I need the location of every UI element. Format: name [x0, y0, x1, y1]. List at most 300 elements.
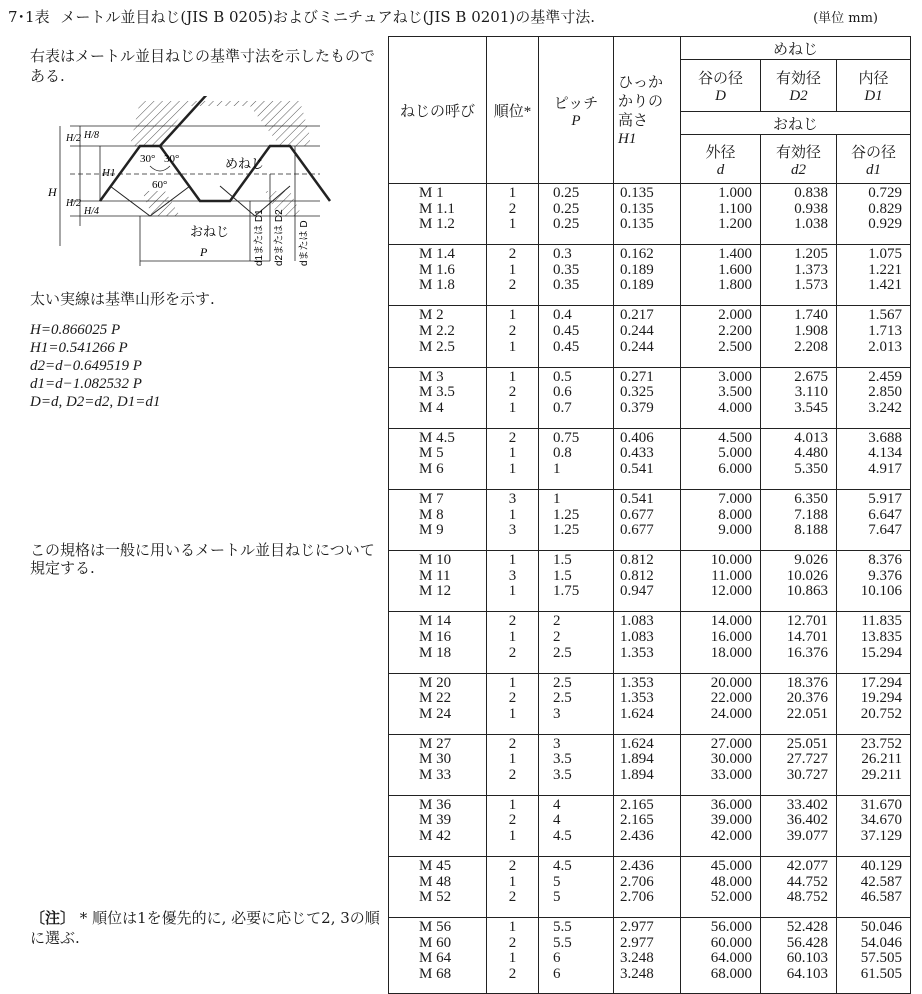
cell-value: 22.000	[710, 690, 752, 707]
cell-pitch	[539, 857, 614, 918]
cell-pitch	[539, 428, 614, 489]
cell-value: 0.25	[553, 216, 580, 233]
cell-value: 1.038	[794, 216, 828, 233]
cell-name	[389, 551, 487, 612]
cell-value: M 9	[419, 522, 444, 539]
table-row-group	[389, 673, 911, 734]
cell-value: M 27	[419, 735, 452, 752]
cell-value: 2.208	[794, 338, 828, 355]
cell-effective	[761, 489, 837, 550]
cell-value: 0.135	[620, 185, 654, 201]
cell-name	[389, 428, 487, 489]
cell-root	[837, 918, 911, 994]
cell-value: 0.135	[620, 216, 654, 233]
cell-value: 3.000	[718, 368, 752, 385]
cell-value: 0.75	[553, 429, 580, 446]
header-nut-inner-label: 内径	[858, 71, 889, 87]
cell-effective	[761, 673, 837, 734]
cell-value: 1.373	[794, 261, 828, 278]
cell-value: 2.977	[620, 919, 654, 936]
header-bolt-effective-symbol: d2	[791, 161, 806, 178]
cell-outer	[681, 551, 761, 612]
label-d: dまたは D	[299, 220, 310, 266]
cell-value: 1.908	[794, 322, 828, 339]
cell-value: 0.938	[794, 200, 828, 217]
cell-value: M 2	[419, 307, 444, 324]
cell-height	[614, 795, 681, 856]
cell-value: 2	[508, 735, 517, 752]
cell-value: 24.000	[710, 705, 752, 722]
header-bolt-outer	[681, 135, 761, 184]
cell-height	[614, 428, 681, 489]
header-bolt-outer-label: 外径	[705, 144, 736, 161]
cell-value: 39.077	[786, 828, 828, 845]
cell-value: 1.221	[868, 261, 903, 278]
header-nut-root-label: 谷の径	[697, 71, 743, 87]
cell-value: 1.5	[553, 567, 572, 584]
table-row-group	[389, 857, 911, 918]
header-nut-inner	[837, 60, 911, 112]
cell-outer	[681, 245, 761, 306]
cell-value: 0.729	[868, 185, 903, 201]
cell-height	[614, 918, 681, 994]
cell-value: 3.5	[553, 751, 572, 768]
cell-value: 15.294	[860, 644, 903, 661]
cell-order	[487, 245, 539, 306]
cell-value: M 64	[419, 950, 452, 967]
cell-value: M 20	[419, 674, 452, 691]
cell-value: 3	[553, 735, 561, 752]
header-nut-root-symbol: D	[715, 88, 726, 104]
cell-value: 2	[508, 812, 517, 829]
cell-value: 1.800	[718, 277, 752, 294]
thread-profile-diagram	[40, 96, 340, 276]
cell-value: 1.624	[620, 735, 654, 752]
cell-order	[487, 428, 539, 489]
cell-value: M 7	[419, 490, 444, 507]
cell-value: 34.670	[860, 812, 903, 829]
cell-root	[837, 673, 911, 734]
cell-root	[837, 857, 911, 918]
cell-value: 6	[553, 966, 561, 983]
cell-root	[837, 184, 911, 245]
cell-value: 0.677	[620, 522, 654, 539]
cell-value: 0.189	[620, 261, 654, 278]
cell-value: 20.752	[860, 705, 903, 722]
table-body	[389, 184, 911, 994]
cell-value: 0.217	[620, 307, 654, 324]
cell-outer	[681, 795, 761, 856]
label-pitch: P	[200, 245, 208, 259]
cell-value: 4.000	[718, 399, 752, 416]
cell-value: 1	[508, 796, 517, 813]
cell-effective	[761, 918, 837, 994]
cell-value: 0.162	[620, 246, 654, 263]
cell-value: 20.000	[710, 674, 752, 691]
cell-value: 2	[508, 277, 517, 294]
thread-spec-table	[388, 36, 911, 994]
cell-value: 0.325	[620, 384, 654, 401]
cell-value: 0.812	[620, 552, 654, 569]
label-h-half-top: H/2	[66, 133, 81, 144]
header-nut-effective-symbol: D2	[789, 88, 808, 104]
cell-value: 2.013	[868, 338, 903, 355]
cell-name	[389, 734, 487, 795]
cell-value: 0.45	[553, 322, 580, 339]
cell-value: 16.000	[710, 628, 752, 645]
cell-outer	[681, 489, 761, 550]
table-row-group	[389, 612, 911, 673]
header-pitch	[539, 37, 614, 184]
cell-value: 1.573	[794, 277, 828, 294]
formula-equivalence: D=d, D2=d2, D1=d1	[30, 394, 161, 410]
cell-value: M 36	[419, 796, 452, 813]
cell-value: 1.353	[620, 644, 654, 661]
cell-value: 2	[508, 889, 517, 906]
cell-value: 4	[553, 796, 561, 813]
cell-value: 3.688	[868, 429, 903, 446]
cell-value: 60.103	[786, 950, 828, 967]
cell-effective	[761, 184, 837, 245]
cell-outer	[681, 306, 761, 367]
cell-value: 2.165	[620, 796, 654, 813]
cell-root	[837, 795, 911, 856]
cell-pitch	[539, 612, 614, 673]
cell-value: 16.376	[786, 644, 828, 661]
cell-value: 1	[553, 490, 561, 507]
cell-value: 0.541	[620, 460, 654, 477]
cell-value: 4.480	[794, 445, 828, 462]
cell-value: 0.406	[620, 429, 654, 446]
cell-value: 1	[508, 583, 517, 600]
cell-value: 46.587	[860, 889, 903, 906]
cell-value: 9.026	[794, 552, 828, 569]
cell-value: 64.000	[710, 950, 752, 967]
cell-value: 2.5	[553, 644, 572, 661]
cell-value: 0.25	[553, 200, 580, 217]
footnote-label: 〔注〕	[30, 909, 76, 927]
cell-value: 4.134	[868, 445, 903, 462]
cell-root	[837, 367, 911, 428]
label-angle-left: 30°	[140, 153, 156, 165]
cell-value: 57.505	[860, 950, 903, 967]
cell-name	[389, 489, 487, 550]
cell-value: 29.211	[861, 766, 903, 783]
cell-value: 40.129	[860, 858, 903, 875]
header-nut-effective	[761, 60, 837, 112]
cell-name	[389, 918, 487, 994]
cell-value: 1	[508, 506, 517, 523]
intro-text: 右表はメートル並目ねじの基準寸法を示したものである.	[30, 47, 376, 85]
header-bolt-outer-symbol: d	[716, 161, 725, 178]
cell-value: 0.379	[620, 399, 654, 416]
cell-value: 4	[553, 812, 561, 829]
cell-value: M 56	[419, 919, 452, 936]
cell-value: 1.624	[620, 705, 654, 722]
formula-d1: d1=d−1.082532 P	[30, 376, 142, 392]
cell-value: 7.000	[718, 490, 752, 507]
cell-pitch	[539, 489, 614, 550]
cell-effective	[761, 245, 837, 306]
label-h1: H1	[102, 167, 116, 179]
cell-value: 2.706	[620, 889, 654, 906]
cell-value: 1	[508, 460, 517, 477]
cell-value: 14.000	[710, 613, 752, 630]
left-column	[0, 36, 388, 993]
cell-value: 1	[508, 828, 517, 845]
table-row-group	[389, 184, 911, 245]
cell-effective	[761, 734, 837, 795]
cell-value: 64.103	[786, 966, 828, 983]
cell-order	[487, 184, 539, 245]
cell-root	[837, 551, 911, 612]
cell-pitch	[539, 551, 614, 612]
cell-order	[487, 489, 539, 550]
cell-value: 42.587	[860, 873, 903, 890]
cell-value: 2	[508, 322, 517, 339]
cell-root	[837, 428, 911, 489]
cell-value: 36.000	[710, 796, 752, 813]
cell-value: 3	[508, 567, 517, 584]
cell-value: 1.200	[718, 216, 752, 233]
cell-value: 0.4	[553, 307, 572, 324]
cell-value: 1.000	[718, 185, 752, 201]
cell-effective	[761, 551, 837, 612]
cell-value: 1.205	[794, 246, 828, 263]
cell-value: 0.929	[868, 216, 903, 233]
cell-order	[487, 673, 539, 734]
cell-order	[487, 551, 539, 612]
cell-value: 1	[508, 261, 517, 278]
cell-effective	[761, 795, 837, 856]
cell-value: 39.000	[710, 812, 752, 829]
cell-value: 0.35	[553, 261, 580, 278]
table-row-group	[389, 428, 911, 489]
cell-value: 0.244	[620, 322, 654, 339]
cell-value: 0.829	[868, 200, 903, 217]
cell-value: 33.000	[710, 766, 752, 783]
cell-value: M 1.1	[419, 200, 455, 217]
cell-value: M 60	[419, 934, 452, 951]
cell-value: 10.863	[786, 583, 828, 600]
header-height-symbol: H1	[618, 130, 637, 147]
cell-value: 0.244	[620, 338, 654, 355]
cell-value: 60.000	[710, 934, 752, 951]
cell-height	[614, 857, 681, 918]
unit-label: (単位 mm)	[813, 11, 878, 26]
cell-order	[487, 918, 539, 994]
cell-value: 1.100	[718, 200, 752, 217]
cell-value: 1.75	[553, 583, 580, 600]
cell-value: 2.500	[718, 338, 752, 355]
cell-pitch	[539, 795, 614, 856]
header-nut-group: めねじ	[681, 37, 911, 60]
header-name: ねじの呼び	[389, 37, 487, 184]
label-h-eighth: H/8	[84, 130, 99, 141]
cell-value: 1.353	[620, 674, 654, 691]
cell-value: M 8	[419, 506, 444, 523]
label-h-quarter: H/4	[84, 206, 99, 217]
cell-value: 2.165	[620, 812, 654, 829]
cell-value: M 33	[419, 766, 452, 783]
cell-name	[389, 245, 487, 306]
cell-value: 6.647	[868, 506, 903, 523]
cell-name	[389, 857, 487, 918]
cell-value: 1	[508, 873, 517, 890]
cell-value: 13.835	[860, 628, 903, 645]
cell-root	[837, 734, 911, 795]
label-h: H	[48, 185, 57, 199]
cell-value: 33.402	[786, 796, 828, 813]
cell-value: 9.000	[718, 522, 752, 539]
cell-pitch	[539, 184, 614, 245]
cell-height	[614, 734, 681, 795]
cell-height	[614, 367, 681, 428]
cell-pitch	[539, 306, 614, 367]
cell-value: 4.500	[718, 429, 752, 446]
cell-value: 4.013	[794, 429, 828, 446]
cell-value: 0.433	[620, 445, 654, 462]
cell-value: 2	[553, 628, 561, 645]
cell-outer	[681, 857, 761, 918]
header-nut-root	[681, 60, 761, 112]
cell-value: 48.000	[710, 873, 752, 890]
cell-value: 50.046	[860, 919, 903, 936]
cell-value: 0.947	[620, 583, 654, 600]
cell-value: 2.5	[553, 674, 572, 691]
cell-value: 0.5	[553, 368, 572, 385]
header-bolt-root-symbol: d1	[866, 161, 882, 178]
cell-value: 4.5	[553, 858, 572, 875]
label-d2: d2または D2	[274, 209, 285, 266]
table-row-group	[389, 367, 911, 428]
cell-height	[614, 551, 681, 612]
cell-value: 10.106	[860, 583, 903, 600]
cell-value: M 10	[419, 552, 452, 569]
cell-value: 1	[553, 460, 561, 477]
cell-value: 27.000	[710, 735, 752, 752]
cell-value: 1.600	[718, 261, 752, 278]
cell-value: 1	[508, 307, 517, 324]
cell-value: M 5	[419, 445, 444, 462]
cell-value: 0.7	[553, 399, 572, 416]
cell-value: 7.647	[868, 522, 903, 539]
cell-value: M 22	[419, 690, 452, 707]
cell-value: 2	[508, 690, 517, 707]
cell-value: 5	[553, 889, 561, 906]
cell-outer	[681, 673, 761, 734]
cell-value: 1.25	[553, 522, 580, 539]
cell-value: 8.188	[794, 522, 828, 539]
scope-text: この規格は一般に用いるメートル並目ねじについて規定する.	[30, 541, 375, 577]
cell-value: 17.294	[860, 674, 903, 691]
cell-value: 1	[508, 950, 517, 967]
cell-value: 31.670	[860, 796, 903, 813]
cell-height	[614, 489, 681, 550]
cell-value: 6.350	[794, 490, 828, 507]
cell-value: 3.248	[620, 966, 654, 983]
cell-name	[389, 184, 487, 245]
header-nut-effective-label: 有効径	[775, 71, 821, 87]
cell-value: 1.421	[868, 277, 903, 294]
cell-value: 2.675	[794, 368, 828, 385]
formula-h: H=0.866025 P	[30, 322, 121, 338]
header-height-label: ひっかかりの高さ	[618, 74, 664, 129]
cell-value: 37.129	[860, 828, 903, 845]
cell-value: M 3.5	[419, 384, 455, 401]
table-title	[8, 6, 908, 28]
cell-value: 1.740	[794, 307, 828, 324]
cell-value: 56.428	[786, 934, 828, 951]
cell-effective	[761, 612, 837, 673]
cell-root	[837, 306, 911, 367]
cell-value: 1.894	[620, 766, 654, 783]
cell-value: 0.838	[794, 185, 828, 201]
cell-value: M 24	[419, 705, 452, 722]
cell-order	[487, 306, 539, 367]
cell-value: 6.000	[718, 460, 752, 477]
cell-value: 2	[508, 429, 517, 446]
cell-pitch	[539, 367, 614, 428]
header-pitch-label: ピッチ	[553, 95, 599, 112]
cell-value: 30.000	[710, 751, 752, 768]
cell-value: 3	[508, 522, 517, 539]
cell-value: 1.713	[868, 322, 903, 339]
cell-value: 1	[508, 185, 517, 201]
header-bolt-group: おねじ	[681, 112, 911, 135]
cell-outer	[681, 184, 761, 245]
header-pitch-symbol: P	[571, 112, 581, 129]
cell-value: M 4.5	[419, 429, 455, 446]
cell-value: M 2.5	[419, 338, 455, 355]
cell-pitch	[539, 245, 614, 306]
cell-value: 2.706	[620, 873, 654, 890]
cell-value: 22.051	[786, 705, 828, 722]
cell-value: 1.083	[620, 628, 654, 645]
formula-list	[30, 321, 160, 411]
cell-value: 2.459	[868, 368, 903, 385]
thick-line-note: 太い実線は基準山形を示す.	[30, 290, 215, 308]
header-bolt-effective	[761, 135, 837, 184]
cell-value: 10.000	[710, 552, 752, 569]
footnote-text: * 順位は1を優先的に, 必要に応じて2, 3の順に選ぶ.	[30, 909, 380, 947]
cell-height	[614, 306, 681, 367]
cell-value: 14.701	[786, 628, 828, 645]
cell-value: 20.376	[786, 690, 828, 707]
cell-height	[614, 612, 681, 673]
cell-value: M 4	[419, 399, 444, 416]
cell-value: 1	[508, 674, 517, 691]
cell-value: 1.894	[620, 751, 654, 768]
cell-value: 1	[508, 216, 517, 233]
cell-order	[487, 367, 539, 428]
cell-value: 52.428	[786, 919, 828, 936]
cell-value: M 12	[419, 583, 452, 600]
header-order: 順位*	[487, 37, 539, 184]
header-height	[614, 37, 681, 184]
cell-value: 48.752	[786, 889, 828, 906]
cell-value: 56.000	[710, 919, 752, 936]
cell-value: M 52	[419, 889, 452, 906]
cell-name	[389, 612, 487, 673]
cell-value: 3	[553, 705, 561, 722]
cell-name	[389, 367, 487, 428]
cell-value: 5.350	[794, 460, 828, 477]
cell-outer	[681, 918, 761, 994]
formula-d2: d2=d−0.649519 P	[30, 358, 142, 374]
cell-value: 36.402	[786, 812, 828, 829]
cell-root	[837, 612, 911, 673]
